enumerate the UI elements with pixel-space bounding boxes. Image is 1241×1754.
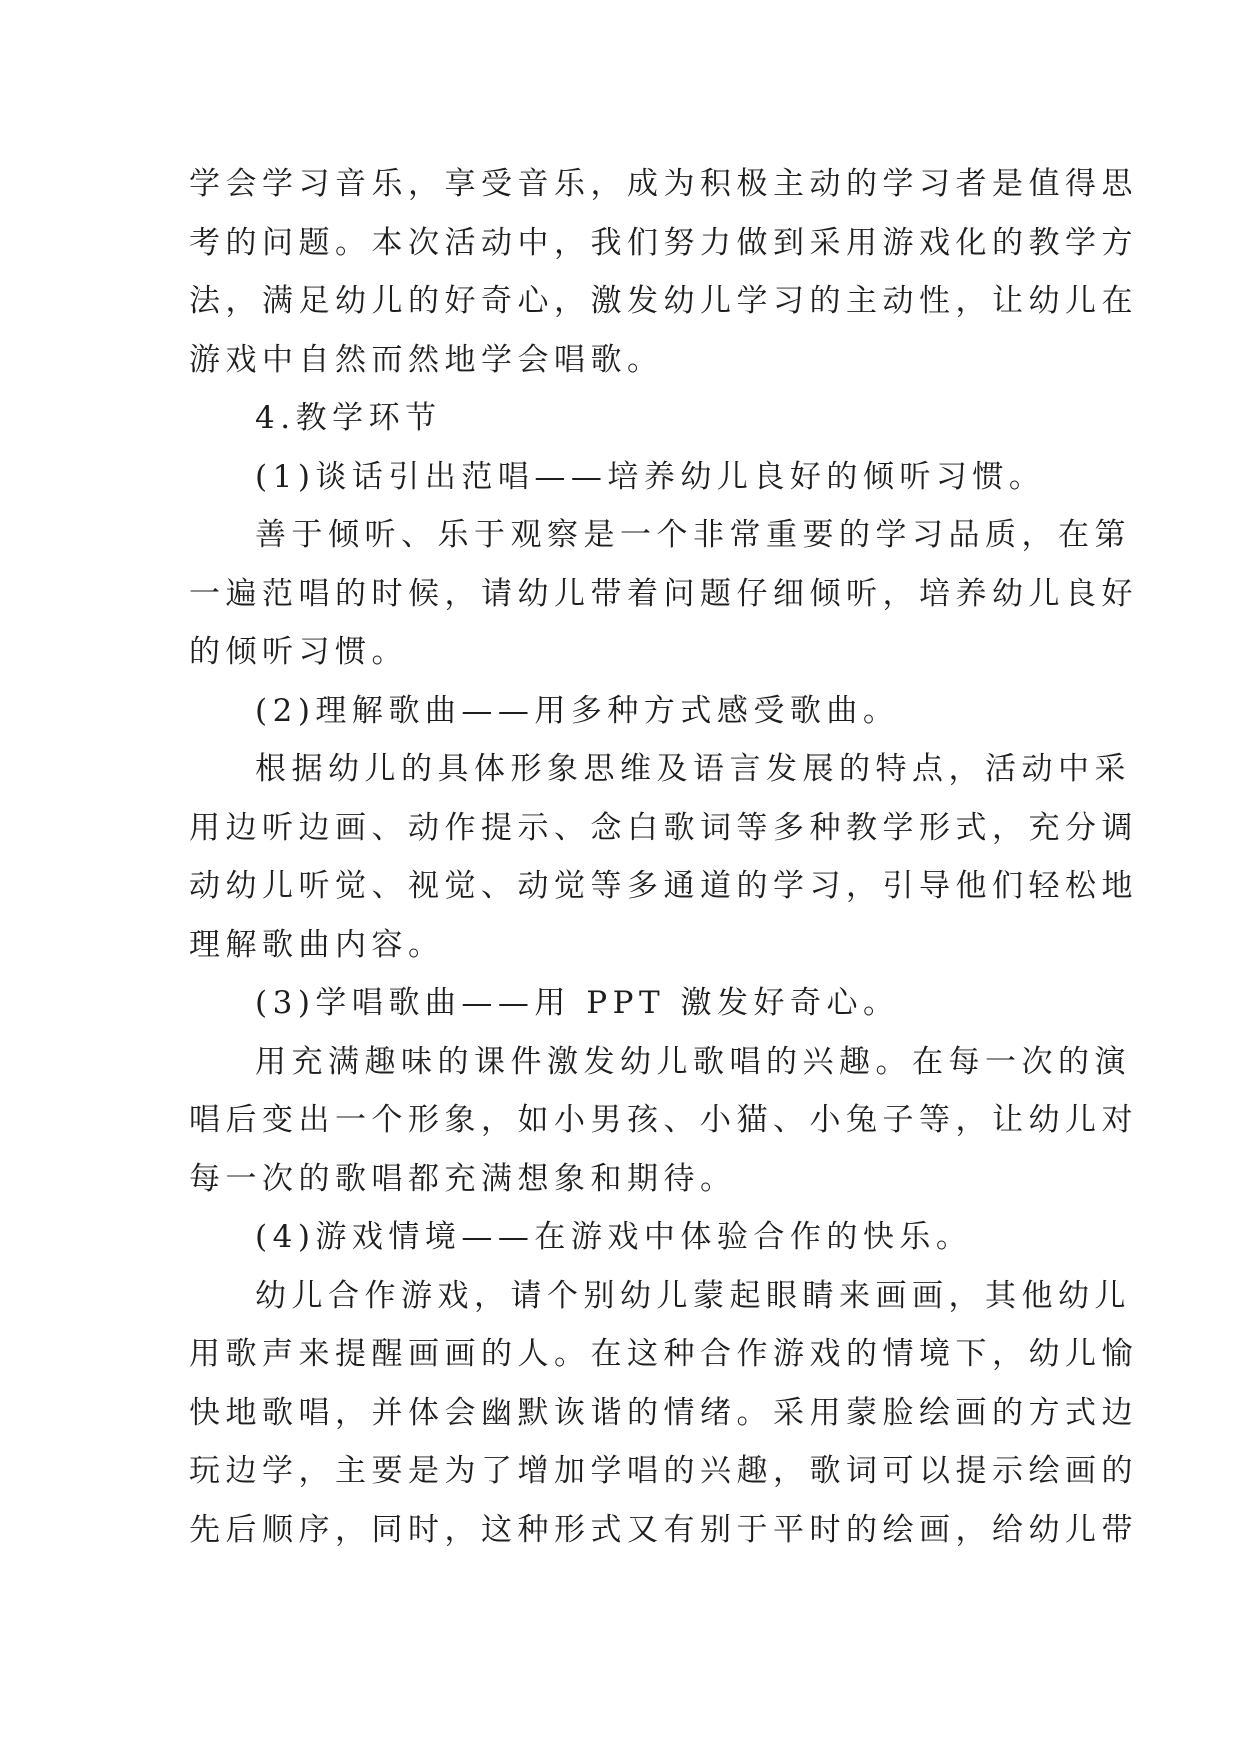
text-line: 快地歌唱，并体会幽默诙谐的情绪。采用蒙脸绘画的方式边 (189, 1394, 1138, 1431)
text-line: 游戏中自然而然地学会唱歌。 (189, 341, 664, 378)
text-line: 用边听边画、动作提示、念白歌词等多种教学形式，充分调 (189, 809, 1138, 846)
document-body (189, 155, 1138, 1559)
text-line: 每一次的歌唱都充满想象和期待。 (189, 1160, 737, 1197)
text-line: 先后顺序，同时，这种形式又有别于平时的绘画，给幼儿带 (189, 1511, 1138, 1548)
paragraph (189, 448, 1054, 507)
paragraph (189, 155, 1138, 389)
paragraph (189, 1267, 1138, 1560)
text-line: 4.教学环节 (255, 400, 442, 436)
text-line: 一遍范唱的时候，请幼儿带着问题仔细倾听，培养幼儿良好 (189, 575, 1138, 612)
text-line: 法，满足幼儿的好奇心，激发幼儿学习的主动性，让幼儿在 (189, 283, 1138, 319)
paragraph (189, 389, 1054, 448)
text-line: 唱后变出一个形象，如小男孩、小猫、小兔子等，让幼儿对 (189, 1102, 1138, 1138)
paragraph (189, 740, 1138, 974)
text-line: 用充满趣味的课件激发幼儿歌唱的兴趣。在每一次的演 (255, 1043, 1131, 1080)
text-line: 根据幼儿的具体形象思维及语言发展的特点，活动中采 (255, 751, 1131, 787)
text-line: 动幼儿听觉、视觉、动觉等多通道的学习，引导他们轻松地 (189, 868, 1138, 904)
text-line: 玩边学，主要是为了增加学唱的兴趣，歌词可以提示绘画的 (189, 1453, 1138, 1489)
paragraph (189, 974, 1054, 1033)
text-line: (1)谈话引出范唱——培养幼儿良好的倾听习惯。 (255, 458, 1046, 495)
text-line: (2)理解歌曲——用多种方式感受歌曲。 (255, 692, 900, 729)
text-line: (4)游戏情境——在游戏中体验合作的快乐。 (255, 1219, 973, 1255)
text-line: 的倾听习惯。 (189, 634, 408, 670)
text-line: 考的问题。本次活动中，我们努力做到采用游戏化的教学方 (189, 224, 1138, 261)
text-line: 幼儿合作游戏，请个别幼儿蒙起眼睛来画画，其他幼儿 (255, 1277, 1131, 1314)
text-line: (3)学唱歌曲——用 PPT 激发好奇心。 (255, 985, 900, 1021)
text-line: 善于倾听、乐于观察是一个非常重要的学习品质，在第 (255, 517, 1131, 553)
text-line: 用歌声来提醒画画的人。在这种合作游戏的情境下，幼儿愉 (189, 1336, 1138, 1372)
paragraph (189, 1208, 1054, 1267)
text-line: 理解歌曲内容。 (189, 926, 445, 963)
paragraph (189, 682, 1054, 741)
paragraph (189, 1033, 1138, 1209)
paragraph (189, 506, 1138, 682)
text-line: 学会学习音乐，享受音乐，成为积极主动的学习者是值得思 (189, 166, 1138, 202)
